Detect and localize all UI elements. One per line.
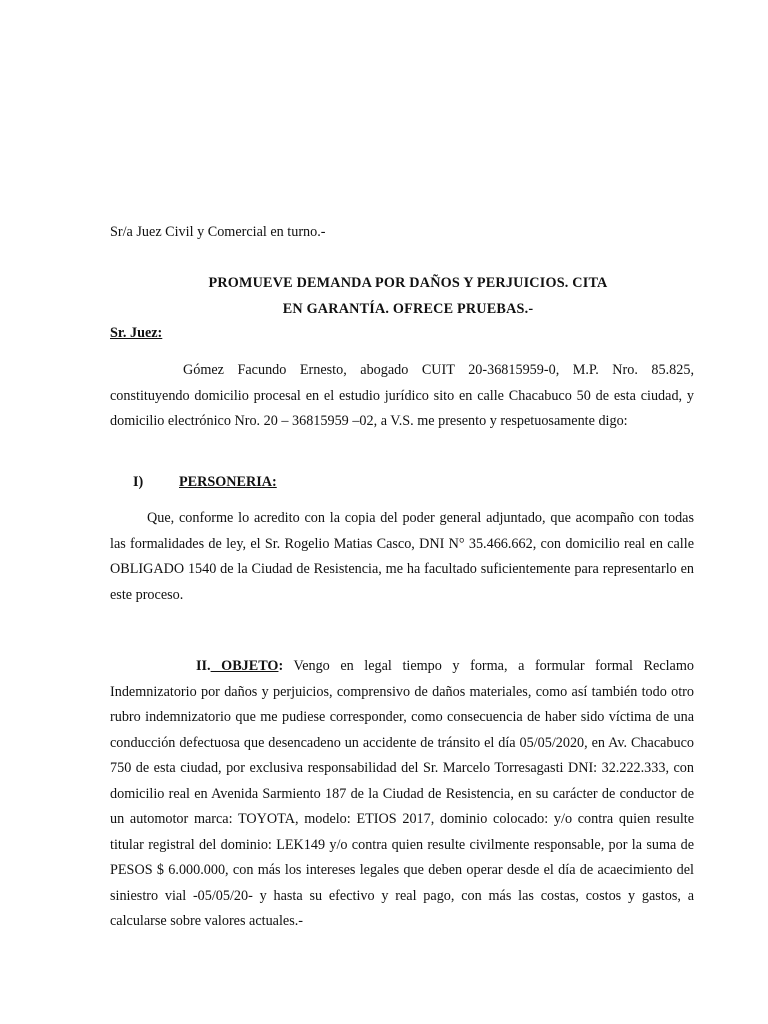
title-line-1: PROMUEVE DEMANDA POR DAÑOS Y PERJUICIOS. CITA: [208, 275, 608, 291]
objeto-text: Vengo en legal tiempo y forma, a formular formal Reclamo Indemnizatorio por daños y perjuicios, comprensivo de daños materiales, como así también todo otro rubro indemnizatorio que me pudiese corresponder, como consecuencia de haber sido víctima de una conducción defectuosa que desencadeno un accidente de tránsito el día 05/05/2020, en Av. Chacabuco 750 de esta ciudad, por exclusiva responsabilidad del Sr. Marcelo Torresagasti DNI: 32.222.333, con domicilio real en Avenida Sarmiento 187 de la Ciudad de Resistencia, en su carácter de conductor de un automotor marca: TOYOTA, modelo: ETIOS 2017, dominio colocado: y/o contra quien resulte titular registral del dominio: LEK149 y/o contra quien resulte civilmente responsable, por la suma de PESOS $ 6.000.000, con más los intereses legales que deben operar desde el día de acaecimiento del siniestro vial -05/05/20- y hasta su efectivo y real pago, con más las costas, costos y gastos, a calcularse sobre valores actuales.-: [110, 658, 694, 929]
section-personeria-heading: [133, 472, 277, 492]
personeria-paragraph: Que, conforme lo acredito con la copia del poder general adjuntado, que acompaño con todas las formalidades de ley, el Sr. Rogelio Matias Casco, DNI N° 35.466.662, con domicilio real en calle OBLIGADO 1540 de la Ciudad de Resistencia, me ha facultado suficientemente para representarlo en este proceso.: [110, 510, 694, 603]
section-colon: :: [278, 658, 284, 674]
section-label: PERSONERIA:: [179, 474, 277, 490]
section-number: II.: [196, 658, 211, 674]
title-line-2: EN GARANTÍA. OFRECE PRUEBAS.-: [282, 301, 534, 317]
section-number: I): [133, 474, 144, 490]
salutation: Sr. Juez:: [110, 325, 163, 341]
section-label: OBJETO: [210, 658, 279, 674]
intro-paragraph: Gómez Facundo Ernesto, abogado CUIT 20-36815959-0, M.P. Nro. 85.825, constituyendo domicilio procesal en el estudio jurídico sito en calle Chacabuco 50 de esta ciudad, y domicilio electrónico Nro. 20 – 36815959 –02, a V.S. me presento y respetuosamente digo:: [110, 362, 694, 429]
objeto-paragraph: [110, 654, 694, 935]
addressee-line: Sr/a Juez Civil y Comercial en turno.-: [110, 224, 326, 240]
document-title: [110, 270, 698, 322]
